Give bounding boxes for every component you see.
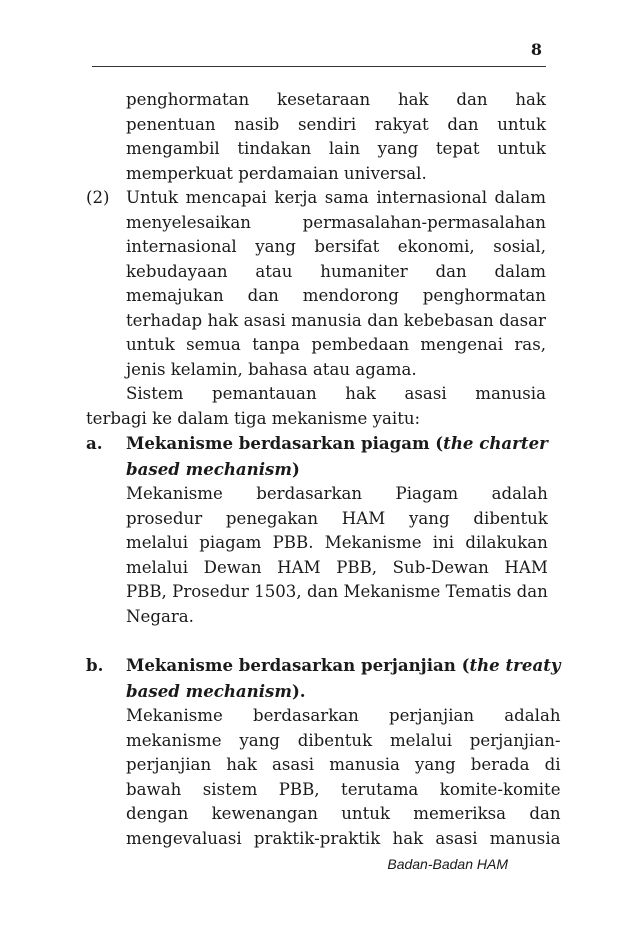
- section-title: [126, 431, 548, 457]
- page-number: 8: [530, 40, 542, 59]
- text-line: mengambil tindakan lain yang tepat untuk: [126, 139, 546, 158]
- title-italic: based mechanism: [126, 458, 292, 479]
- text-line: bawah sistem PBB, terutama komite-komite: [126, 779, 561, 799]
- text-line: mengevaluasi praktik-praktik hak asasi manusia: [126, 828, 561, 848]
- text-line: penghormatan kesetaraan hak dan hak: [126, 90, 546, 109]
- text-line: Untuk mencapai kerja sama internasional dalam: [126, 188, 546, 207]
- text-line: penentuan nasib sendiri rakyat dan untuk: [126, 114, 546, 134]
- text-line: Mekanisme berdasarkan Piagam adalah: [126, 484, 548, 503]
- text-line: melalui Dewan HAM PBB, Sub-Dewan HAM: [126, 557, 548, 577]
- continued-paragraph: [86, 88, 546, 186]
- section-b: [86, 653, 561, 851]
- title-italic: the treaty: [469, 655, 561, 675]
- text-line: dengan kewenangan untuk memeriksa dan: [126, 804, 561, 823]
- title-text: Mekanisme berdasarkan piagam (: [126, 433, 444, 453]
- text-line: internasional yang bersifat ekonomi, sosial,: [126, 237, 546, 256]
- text-line: mekanisme yang dibentuk melalui perjanjian-: [126, 730, 561, 750]
- text-line: Mekanisme berdasarkan perjanjian adalah: [126, 706, 561, 725]
- text-line: memperkuat perdamaian universal.: [126, 163, 427, 183]
- text-line: kebudayaan atau humaniter dan dalam: [126, 261, 546, 281]
- text-line: untuk semua tanpa pembedaan mengenai ras,: [126, 335, 546, 354]
- text-line: terhadap hak asasi manusia dan kebebasan dasar: [126, 310, 546, 330]
- text-line: prosedur penegakan HAM yang dibentuk: [126, 508, 548, 528]
- header-rule: [92, 66, 546, 67]
- title-text: Mekanisme berdasarkan perjanjian (: [126, 655, 470, 675]
- text-line: PBB, Prosedur 1503, dan Mekanisme Tematis dan: [126, 582, 548, 601]
- title-text: ): [291, 458, 300, 479]
- section-title: [126, 653, 561, 679]
- section-marker: a.: [86, 433, 103, 453]
- section-marker: b.: [86, 655, 104, 675]
- title-italic: based mechanism: [126, 680, 292, 701]
- text-line: jenis kelamin, bahasa atau agama.: [126, 359, 417, 379]
- footer-title: Badan-Badan HAM: [387, 856, 508, 872]
- intro-paragraph: [86, 382, 546, 431]
- text-line: Negara.: [126, 606, 194, 626]
- text-line: perjanjian hak asasi manusia yang berada di: [126, 755, 561, 774]
- section-a: [86, 431, 546, 629]
- text-line: memajukan dan mendorong penghormatan: [126, 286, 546, 305]
- text-line: menyelesaikan permasalahan-permasalahan: [126, 212, 546, 232]
- text-line: Sistem pemantauan hak asasi manusia: [126, 384, 546, 403]
- section-title-cont: [126, 679, 561, 705]
- text-line: terbagi ke dalam tiga mekanisme yaitu:: [86, 408, 421, 428]
- page-body: [86, 88, 561, 851]
- title-text: ).: [291, 680, 306, 701]
- text-line: melalui piagam PBB. Mekanisme ini dilakukan: [126, 533, 548, 552]
- section-title-cont: [126, 457, 548, 483]
- list-marker: (2): [86, 188, 110, 207]
- list-item-2: [86, 186, 546, 382]
- title-italic: the charter: [443, 433, 548, 453]
